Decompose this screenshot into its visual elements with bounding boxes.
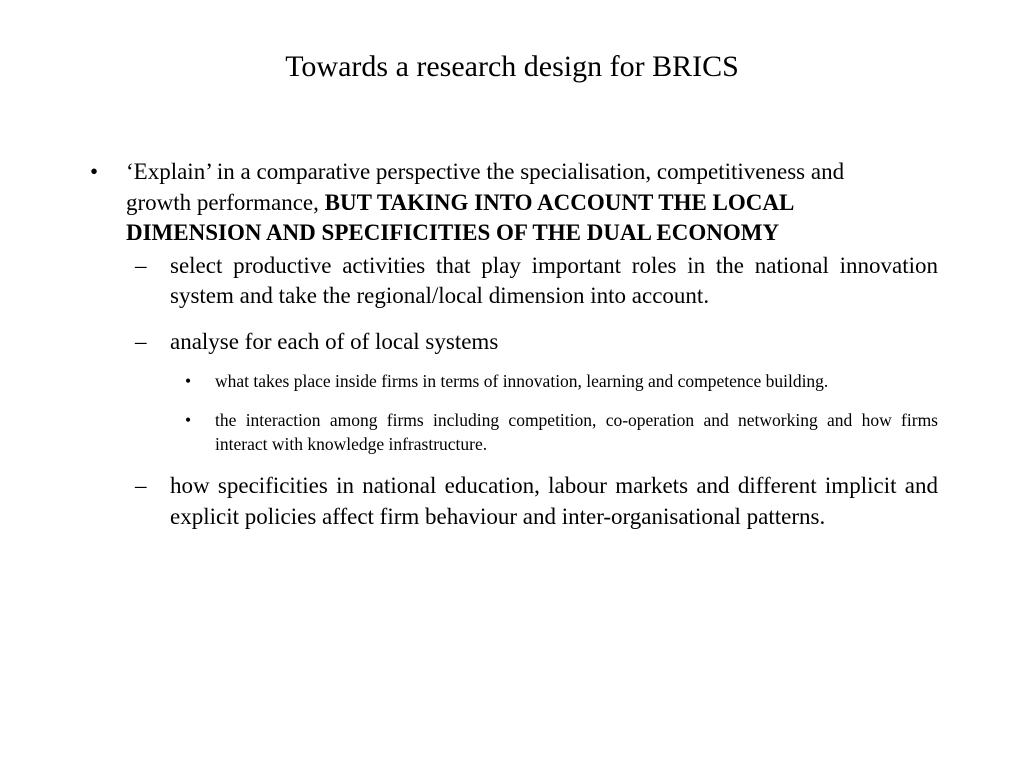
small-bullet-marker: • — [185, 410, 192, 430]
sub-sub-item — [88, 408, 938, 456]
bullet-bold-text: BUT TAKING INTO ACCOUNT THE LOCAL DIMENSION AND SPECIFICITIES OF THE DUAL ECONOMY — [126, 189, 794, 245]
bullet-level-1 — [88, 157, 938, 249]
slide-title: Towards a research design for BRICS — [285, 50, 739, 83]
dash-marker: – — [135, 473, 147, 498]
dash-marker: – — [135, 328, 147, 354]
sub-item — [88, 251, 938, 312]
dash-marker: – — [135, 252, 147, 278]
sub-item-text: how specificities in national education, labour markets and different implicit and explicit policies affect firm behaviour and inter-organisational patterns. — [170, 473, 938, 529]
sub-item — [88, 327, 938, 358]
sub-item-text: analyse for each of of local systems — [170, 328, 499, 354]
bullet-marker: • — [90, 159, 99, 184]
sub-sub-item — [88, 369, 938, 393]
sub-item-text: select productive activities that play important roles in the national innovation system and take the regional/local dimension into account. — [170, 252, 938, 308]
sub-item — [88, 471, 938, 532]
bullet-plain-text: ‘Explain’ in a comparative perspective the specialisation, competitiveness and growth performance, — [126, 159, 845, 215]
small-bullet-marker: • — [185, 371, 192, 391]
sub-sub-item-text: the interaction among firms including competition, co-operation and networking and how firms interact with knowledge infrastructure. — [215, 410, 938, 454]
sub-sub-item-text: what takes place inside firms in terms of innovation, learning and competence building. — [215, 371, 829, 391]
bullet-text — [126, 157, 906, 249]
slide-content — [88, 157, 938, 532]
